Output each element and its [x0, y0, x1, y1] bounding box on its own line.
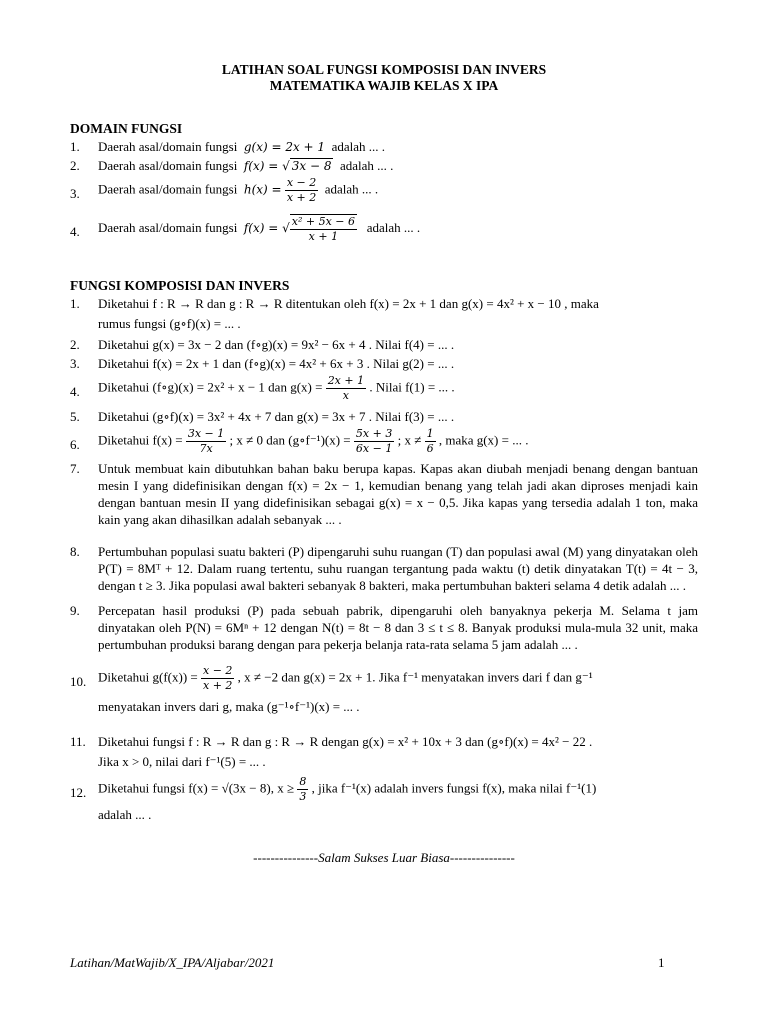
item-math-prefix: f(x) = √	[243, 159, 290, 173]
fraction-numerator: x − 2	[286, 176, 317, 189]
item-number: 6.	[70, 437, 80, 452]
fraction-numerator: 1	[426, 427, 434, 440]
item-tail: adalah ... .	[339, 158, 394, 173]
item-number: 10.	[70, 674, 87, 689]
fraction-denominator: 3	[299, 790, 307, 803]
question-fraction-3	[425, 427, 436, 456]
item-number: 7.	[70, 461, 80, 476]
item-number: 8.	[70, 544, 80, 559]
item-number: 2.	[70, 158, 80, 173]
question-text: Diketahui (g∘f)(x) = 3x² + 4x + 7 dan g(x) = 3x + 7 . Nilai f(3) = ... .	[98, 409, 455, 424]
item-number: 3.	[70, 186, 80, 201]
question-line-2: Jika x > 0, nilai dari f⁻¹(5) = ... .	[98, 754, 266, 769]
question-tail: , maka g(x) = ... .	[438, 432, 529, 448]
question-mid: , jika f⁻¹(x) adalah invers fungsi f(x), maka nilai f⁻¹(1)	[311, 780, 597, 796]
question-mid: , x ≠ −2 dan g(x) = 2x + 1. Jika f⁻¹ menyatakan invers dari f dan g⁻¹	[237, 669, 593, 685]
fraction-numerator: x² + 5x − 6	[291, 215, 355, 228]
question-text: Pertumbuhan populasi suatu bakteri (P) dipengaruhi suhu ruangan (T) dan populasi awal (M) yang dinyatakan oleh P(T) = 8Mᵀ + 12. Dalam ruang tertentu, suhu ruangan tergantung pada waktu (t) detik dinyatakan T(t) = 4t − 3, dengan t ≥ 3. Jika populasi awal bakteri sebanyak 8 bakteri, maka pertumbuhan bakteri selama 4 detik adalah ... .	[98, 544, 698, 593]
fraction-numerator: 5x + 3	[355, 427, 393, 440]
item-number: 12.	[70, 785, 87, 800]
item-number: 3.	[70, 356, 80, 371]
question-lead: Diketahui (f∘g)(x) = 2x² + x − 1 dan g(x) =	[98, 379, 323, 395]
item-math: g(x) = 2x + 1	[243, 140, 326, 154]
item-number: 4.	[70, 224, 80, 239]
question-text: Untuk membuat kain dibutuhkan bahan baku berupa kapas. Kapas akan diubah menjadi benang dengan bantuan mesin I yang didefinisikan dengan f(x) = 2x − 1, kemudian benang yang telah jadi akan diproses menjadi kain dengan bantuan mesin II yang didefinisikan sebagai g(x) = x − 0,5. Jika kapas yang tersedia adalah 1 ton, maka kain yang akan dihasilkan adalah sebanyak ... .	[98, 461, 698, 527]
question-mid-2: ; x ≠	[397, 432, 422, 448]
item-number: 4.	[70, 384, 80, 399]
item-fraction	[285, 176, 318, 205]
item-number: 11.	[70, 734, 86, 749]
item-number: 5.	[70, 409, 80, 424]
item-radicand: 3x − 8	[291, 159, 332, 173]
question-line-2: rumus fungsi (g∘f)(x) = ... .	[98, 316, 241, 331]
title-line-1: LATIHAN SOAL FUNGSI KOMPOSISI DAN INVERS	[221, 62, 547, 77]
fraction-numerator: x − 2	[203, 664, 233, 677]
fraction-numerator: 3x − 1	[187, 427, 225, 440]
fraction-denominator: x + 1	[308, 230, 339, 243]
item-number: 1.	[70, 296, 80, 311]
item-math-prefix: h(x) =	[243, 182, 282, 197]
item-lead: Daerah asal/domain fungsi	[98, 181, 238, 197]
section-heading-composition: FUNGSI KOMPOSISI DAN INVERS	[70, 278, 290, 293]
page-number: 1	[658, 955, 665, 970]
fraction-numerator: 8	[299, 775, 307, 788]
question-fraction	[201, 664, 234, 693]
question-line-2: menyatakan invers dari g, maka (g⁻¹∘f⁻¹)(x) = ... .	[98, 699, 360, 714]
item-tail: adalah ... .	[366, 219, 421, 235]
item-tail: adalah ... .	[331, 139, 385, 154]
question-line-1: Diketahui fungsi f : R → R dan g : R → R dengan g(x) = x² + 10x + 3 dan (g∘f)(x) = 4x² − 22 .	[98, 734, 593, 749]
section-heading-domain: DOMAIN FUNGSI	[70, 121, 183, 136]
question-line-1: Diketahui f : R → R dan g : R → R ditentukan oleh f(x) = 2x + 1 dan g(x) = 4x² + x − 10 , maka	[98, 296, 599, 311]
question-text: Percepatan hasil produksi (P) pada sebuah pabrik, dipengaruhi oleh banyaknya pekerja M. Selama t jam dinyatakan oleh P(N) = 6Mⁿ + 12 dengan N(t) = 8t − 8 dan 3 ≤ t ≤ 8. Banyak produksi mula-mula 32 unit, maka pertumbuhan produksi barang dengan para pekerja belanja rata-rata selama 5 jam adalah ... .	[98, 603, 698, 652]
fraction-denominator: x	[342, 389, 349, 402]
footer-reference: Latihan/MatWajib/X_IPA/Aljabar/2021	[70, 955, 275, 970]
question-lead: Diketahui f(x) =	[98, 432, 183, 448]
item-lead: Daerah asal/domain fungsi	[98, 158, 238, 173]
question-fraction	[297, 775, 308, 804]
item-number: 1.	[70, 139, 80, 154]
question-mid: ; x ≠ 0 dan (g∘f⁻¹)(x) =	[229, 432, 351, 448]
closing-line: ---------------Salam Sukses Luar Biasa---------------	[253, 850, 515, 865]
fraction-numerator: 2x + 1	[327, 374, 365, 387]
item-lead: Daerah asal/domain fungsi	[98, 219, 238, 235]
fraction-denominator: 7x	[199, 442, 213, 455]
item-number: 9.	[70, 603, 80, 618]
item-fraction	[290, 214, 357, 244]
item-tail: adalah ... .	[324, 181, 379, 197]
question-fraction-2	[354, 427, 394, 456]
item-number: 2.	[70, 337, 80, 352]
question-fraction	[326, 374, 366, 403]
question-lead: Diketahui fungsi f(x) = √(3x − 8), x ≥	[98, 780, 295, 796]
question-text: Diketahui f(x) = 2x + 1 dan (f∘g)(x) = 4x² + 6x + 3 . Nilai g(2) = ... .	[98, 356, 455, 371]
item-lead: Daerah asal/domain fungsi	[98, 139, 238, 154]
question-fraction-1	[186, 427, 226, 456]
question-text: Diketahui g(x) = 3x − 2 dan (f∘g)(x) = 9x² − 6x + 4 . Nilai f(4) = ... .	[98, 337, 455, 352]
question-lead: Diketahui g(f(x)) =	[98, 669, 198, 685]
title-line-2: MATEMATIKA WAJIB KELAS X IPA	[269, 78, 499, 93]
fraction-denominator: 6	[426, 442, 434, 455]
fraction-denominator: x + 2	[286, 191, 317, 204]
question-line-2: adalah ... .	[98, 807, 152, 822]
item-math-prefix: f(x) = √	[243, 220, 290, 235]
fraction-denominator: x + 2	[203, 679, 233, 692]
fraction-denominator: 6x − 1	[355, 442, 393, 455]
question-tail: . Nilai f(1) = ... .	[369, 379, 455, 395]
